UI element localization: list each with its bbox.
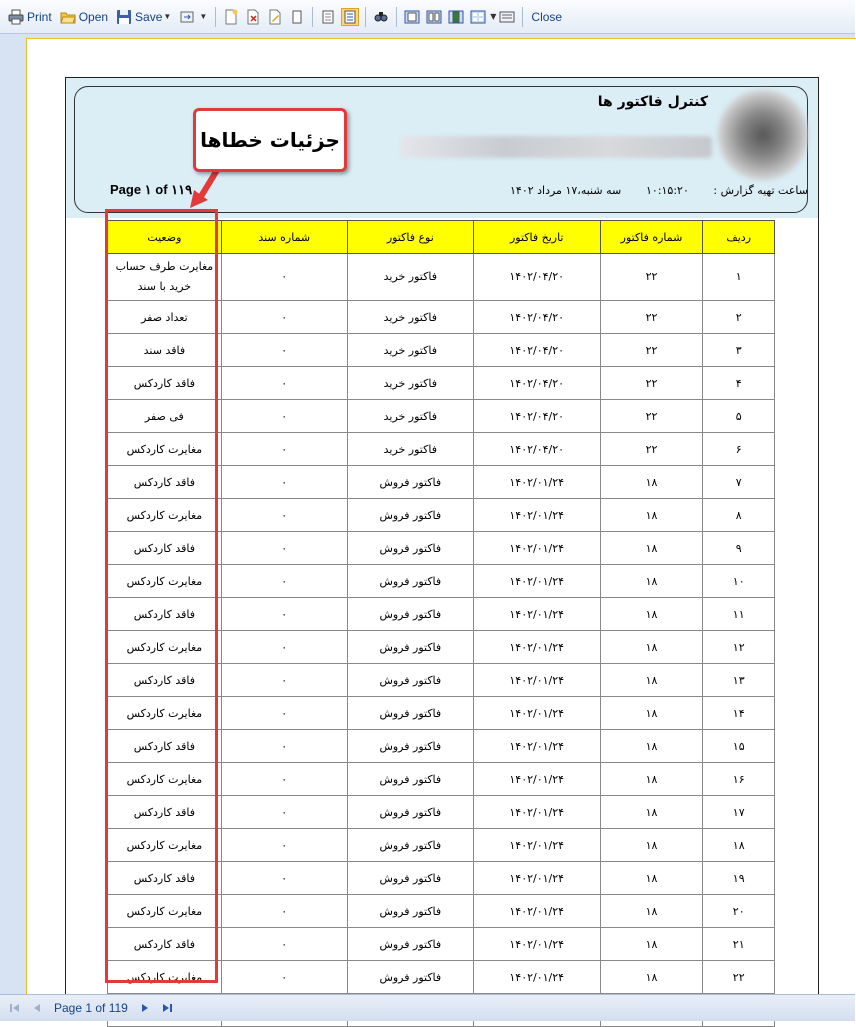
- cell-invoice-type: فاکتور خرید: [347, 301, 473, 334]
- close-button[interactable]: [527, 6, 566, 28]
- open-button[interactable]: [56, 6, 112, 28]
- cell-invoice-date: ۱۴۰۲/۰۴/۲۰: [473, 400, 600, 433]
- report-time: ۱۰:۱۵:۲۰: [646, 184, 689, 197]
- table-row: [108, 532, 775, 565]
- cell-document-number: ۰: [221, 598, 347, 631]
- cell-row-number: ۱۹: [703, 862, 775, 895]
- view-continuous-icon[interactable]: [448, 9, 464, 25]
- invoice-errors-table: [107, 220, 775, 1027]
- cell-invoice-date: ۱۴۰۲/۰۱/۲۴: [473, 763, 600, 796]
- cell-status: تعداد صفر: [108, 301, 222, 334]
- cell-invoice-date: ۱۴۰۲/۰۱/۲۴: [473, 928, 600, 961]
- cell-status: فاقد کاردکس: [108, 598, 222, 631]
- table-row: [108, 565, 775, 598]
- cell-invoice-type: فاکتور فروش: [347, 730, 473, 763]
- status-bar: [0, 994, 855, 1021]
- table-row: [108, 730, 775, 763]
- cell-invoice-number: ۱۸: [600, 697, 703, 730]
- single-page-icon[interactable]: [289, 9, 305, 25]
- cell-invoice-number: ۱۸: [600, 631, 703, 664]
- cell-row-number: ۱: [703, 254, 775, 301]
- cell-document-number: ۰: [221, 499, 347, 532]
- cell-invoice-date: ۱۴۰۲/۰۱/۲۴: [473, 598, 600, 631]
- last-page-button[interactable]: [158, 999, 176, 1017]
- cell-row-number: ۱۳: [703, 664, 775, 697]
- cell-invoice-number: ۱۸: [600, 499, 703, 532]
- cell-invoice-number: ۱۸: [600, 565, 703, 598]
- cell-document-number: ۰: [221, 466, 347, 499]
- table-row: [108, 928, 775, 961]
- cell-invoice-date: ۱۴۰۲/۰۱/۲۴: [473, 466, 600, 499]
- cell-invoice-type: فاکتور فروش: [347, 961, 473, 994]
- cell-invoice-number: ۲۲: [600, 367, 703, 400]
- cell-document-number: ۰: [221, 631, 347, 664]
- table-row: [108, 862, 775, 895]
- cell-invoice-number: ۱۸: [600, 466, 703, 499]
- previous-page-icon: [31, 1002, 43, 1014]
- page-setup-icon[interactable]: [499, 9, 515, 25]
- cell-row-number: ۵: [703, 400, 775, 433]
- cell-invoice-number: ۲۲: [600, 433, 703, 466]
- cell-invoice-type: فاکتور فروش: [347, 664, 473, 697]
- cell-invoice-date: ۱۴۰۲/۰۱/۲۴: [473, 796, 600, 829]
- cell-status: فی صفر: [108, 400, 222, 433]
- cell-status: فاقد کاردکس: [108, 796, 222, 829]
- cell-status: مغایرت کاردکس: [108, 499, 222, 532]
- cell-invoice-date: ۱۴۰۲/۰۱/۲۴: [473, 631, 600, 664]
- cell-invoice-type: فاکتور فروش: [347, 466, 473, 499]
- cell-row-number: ۲۰: [703, 895, 775, 928]
- cell-document-number: ۰: [221, 796, 347, 829]
- cell-invoice-type: فاکتور خرید: [347, 400, 473, 433]
- report-page: [26, 38, 856, 999]
- cell-status: فاقد کاردکس: [108, 862, 222, 895]
- close-label: Close: [531, 9, 563, 24]
- cell-document-number: ۰: [221, 254, 347, 301]
- cell-invoice-type: فاکتور خرید: [347, 367, 473, 400]
- table-row: [108, 367, 775, 400]
- cell-row-number: ۱۵: [703, 730, 775, 763]
- toolbar-separator: [215, 7, 216, 27]
- cell-row-number: ۹: [703, 532, 775, 565]
- last-page-icon: [161, 1002, 173, 1014]
- cell-invoice-date: ۱۴۰۲/۰۴/۲۰: [473, 433, 600, 466]
- cell-row-number: ۱۸: [703, 829, 775, 862]
- cell-status: فاقد کاردکس: [108, 367, 222, 400]
- cell-invoice-type: فاکتور فروش: [347, 829, 473, 862]
- cell-status: فاقد سند: [108, 334, 222, 367]
- cell-invoice-type: فاکتور فروش: [347, 895, 473, 928]
- new-page-icon[interactable]: [223, 9, 239, 25]
- cell-invoice-number: ۱۸: [600, 664, 703, 697]
- cell-invoice-number: ۱۸: [600, 829, 703, 862]
- cell-invoice-date: ۱۴۰۲/۰۱/۲۴: [473, 532, 600, 565]
- cell-document-number: ۰: [221, 433, 347, 466]
- open-label: Open: [78, 9, 109, 24]
- cell-invoice-type: فاکتور فروش: [347, 697, 473, 730]
- cell-row-number: ۲۲: [703, 961, 775, 994]
- table-body: [108, 254, 775, 1027]
- cell-invoice-number: ۲۲: [600, 334, 703, 367]
- cell-document-number: ۰: [221, 400, 347, 433]
- print-button[interactable]: [4, 6, 56, 28]
- cell-status: فاقد کاردکس: [108, 466, 222, 499]
- cell-status: فاقد کاردکس: [108, 730, 222, 763]
- col-header-invoice-number: شماره فاکتور: [600, 221, 703, 254]
- view-two-pages-icon[interactable]: [426, 9, 442, 25]
- cell-document-number: ۰: [221, 697, 347, 730]
- table-row: [108, 433, 775, 466]
- cell-invoice-type: فاکتور خرید: [347, 254, 473, 301]
- table-row: [108, 301, 775, 334]
- toolbar-separator: [522, 7, 523, 27]
- cell-invoice-type: فاکتور خرید: [347, 334, 473, 367]
- cell-row-number: ۳: [703, 334, 775, 367]
- cell-invoice-type: فاکتور فروش: [347, 565, 473, 598]
- next-page-icon: [139, 1002, 151, 1014]
- table-row: [108, 631, 775, 664]
- cell-invoice-type: فاکتور فروش: [347, 598, 473, 631]
- table-header-row: [108, 221, 775, 254]
- print-label: Print: [27, 9, 52, 24]
- cell-invoice-date: ۱۴۰۲/۰۱/۲۴: [473, 730, 600, 763]
- cell-document-number: ۰: [221, 664, 347, 697]
- cell-row-number: ۱۱: [703, 598, 775, 631]
- cell-status: مغایرت کاردکس: [108, 631, 222, 664]
- cell-invoice-number: ۱۸: [600, 796, 703, 829]
- page-status: Page 1 of 119: [54, 1001, 128, 1015]
- delete-page-icon[interactable]: [245, 9, 261, 25]
- table-row: [108, 598, 775, 631]
- error-details-callout: جزئیات خطاها: [193, 108, 347, 172]
- company-name-redacted: [400, 136, 712, 158]
- cell-invoice-type: فاکتور فروش: [347, 796, 473, 829]
- cell-invoice-number: ۲۲: [600, 254, 703, 301]
- cell-row-number: ۱۲: [703, 631, 775, 664]
- view-mode-dropdown-icon[interactable]: ▼: [490, 12, 497, 21]
- report-header: [66, 78, 818, 218]
- cell-document-number: ۰: [221, 928, 347, 961]
- find-icon[interactable]: [373, 9, 389, 25]
- cell-status: فاقد کاردکس: [108, 928, 222, 961]
- col-header-invoice-date: تاریخ فاکتور: [473, 221, 600, 254]
- cell-invoice-date: ۱۴۰۲/۰۱/۲۴: [473, 829, 600, 862]
- cell-invoice-type: فاکتور فروش: [347, 928, 473, 961]
- cell-invoice-number: ۱۸: [600, 763, 703, 796]
- cell-invoice-date: ۱۴۰۲/۰۴/۲۰: [473, 254, 600, 301]
- cell-row-number: ۲۱: [703, 928, 775, 961]
- table-row: [108, 334, 775, 367]
- view-one-page-icon[interactable]: [404, 9, 420, 25]
- cell-invoice-number: ۱۸: [600, 862, 703, 895]
- cell-row-number: ۱۷: [703, 796, 775, 829]
- cell-document-number: ۰: [221, 334, 347, 367]
- cell-invoice-number: ۱۸: [600, 895, 703, 928]
- folder-open-icon: [60, 9, 76, 25]
- cell-invoice-type: فاکتور فروش: [347, 631, 473, 664]
- cell-status: فاقد کاردکس: [108, 532, 222, 565]
- table-row: [108, 254, 775, 301]
- table-row: [108, 796, 775, 829]
- cell-status: مغایرت کاردکس: [108, 961, 222, 994]
- export-icon: [179, 9, 195, 25]
- report-viewport[interactable]: [0, 34, 855, 994]
- cell-document-number: ۰: [221, 301, 347, 334]
- cell-invoice-date: ۱۴۰۲/۰۱/۲۴: [473, 664, 600, 697]
- cell-invoice-date: ۱۴۰۲/۰۴/۲۰: [473, 301, 600, 334]
- cell-invoice-type: فاکتور فروش: [347, 862, 473, 895]
- table-row: [108, 400, 775, 433]
- cell-document-number: ۰: [221, 862, 347, 895]
- cell-invoice-number: ۲۲: [600, 301, 703, 334]
- report-title: کنترل فاکتور ها: [597, 94, 708, 110]
- cell-status: مغایرت طرف حساب خرید با سند: [108, 254, 222, 301]
- cell-invoice-number: ۱۸: [600, 532, 703, 565]
- cell-invoice-number: ۱۸: [600, 928, 703, 961]
- table-row: [108, 697, 775, 730]
- table-row: [108, 829, 775, 862]
- view-multiple-pages-icon[interactable]: [470, 9, 486, 25]
- cell-row-number: ۱۴: [703, 697, 775, 730]
- cell-document-number: ۰: [221, 763, 347, 796]
- table-row: [108, 499, 775, 532]
- cell-invoice-date: ۱۴۰۲/۰۱/۲۴: [473, 565, 600, 598]
- cell-document-number: ۰: [221, 532, 347, 565]
- cell-row-number: ۱۰: [703, 565, 775, 598]
- cell-row-number: ۱۶: [703, 763, 775, 796]
- table-row: [108, 664, 775, 697]
- save-button[interactable]: [112, 6, 175, 28]
- col-header-row-number: ردیف: [703, 221, 775, 254]
- next-page-button[interactable]: [136, 999, 154, 1017]
- table-row: [108, 895, 775, 928]
- report-page-content: [65, 77, 819, 1009]
- printer-icon: [8, 9, 24, 25]
- cell-invoice-number: ۱۸: [600, 730, 703, 763]
- cell-status: مغایرت کاردکس: [108, 433, 222, 466]
- save-label: Save: [135, 9, 163, 24]
- cell-invoice-type: فاکتور فروش: [347, 532, 473, 565]
- cell-invoice-date: ۱۴۰۲/۰۱/۲۴: [473, 895, 600, 928]
- cell-invoice-type: فاکتور خرید: [347, 433, 473, 466]
- export-dropdown-icon[interactable]: ▼: [199, 12, 208, 21]
- toolbar: [0, 0, 855, 34]
- previous-page-button[interactable]: [28, 999, 46, 1017]
- save-dropdown-icon[interactable]: ▼: [163, 12, 172, 21]
- cell-document-number: ۰: [221, 961, 347, 994]
- first-page-button[interactable]: [6, 999, 24, 1017]
- cell-status: مغایرت کاردکس: [108, 565, 222, 598]
- edit-page-icon[interactable]: [267, 9, 283, 25]
- cell-document-number: ۰: [221, 565, 347, 598]
- cell-document-number: ۰: [221, 730, 347, 763]
- cell-invoice-number: ۱۸: [600, 598, 703, 631]
- cell-document-number: ۰: [221, 829, 347, 862]
- cell-row-number: ۴: [703, 367, 775, 400]
- cell-status: فاقد کاردکس: [108, 664, 222, 697]
- cell-status: مغایرت کاردکس: [108, 697, 222, 730]
- cell-document-number: ۰: [221, 895, 347, 928]
- company-logo: [718, 90, 808, 180]
- report-date: سه شنبه،۱۷ مرداد ۱۴۰۲: [510, 184, 622, 197]
- cell-invoice-date: ۱۴۰۲/۰۱/۲۴: [473, 499, 600, 532]
- cell-row-number: ۷: [703, 466, 775, 499]
- cell-row-number: ۶: [703, 433, 775, 466]
- cell-status: مغایرت کاردکس: [108, 895, 222, 928]
- cell-invoice-date: ۱۴۰۲/۰۴/۲۰: [473, 334, 600, 367]
- floppy-disk-icon: [116, 9, 132, 25]
- toolbar-separator: [396, 7, 397, 27]
- cell-invoice-date: ۱۴۰۲/۰۱/۲۴: [473, 961, 600, 994]
- page-width-icon[interactable]: [320, 9, 336, 25]
- col-header-document-number: شماره سند: [221, 221, 347, 254]
- cell-invoice-type: فاکتور فروش: [347, 763, 473, 796]
- cell-document-number: ۰: [221, 367, 347, 400]
- cell-invoice-number: ۱۸: [600, 961, 703, 994]
- whole-page-icon[interactable]: [342, 9, 358, 25]
- page-number-label: Page ۱ of ۱۱۹: [110, 182, 193, 197]
- cell-row-number: ۲: [703, 301, 775, 334]
- table-row: [108, 961, 775, 994]
- table-row: [108, 763, 775, 796]
- table-row: [108, 466, 775, 499]
- toolbar-separator: [365, 7, 366, 27]
- cell-row-number: ۸: [703, 499, 775, 532]
- cell-invoice-number: ۲۲: [600, 400, 703, 433]
- cell-invoice-date: ۱۴۰۲/۰۱/۲۴: [473, 697, 600, 730]
- report-time-label: ساعت تهیه گزارش :: [713, 184, 808, 197]
- toolbar-separator: [312, 7, 313, 27]
- col-header-invoice-type: نوع فاکتور: [347, 221, 473, 254]
- cell-status: مغایرت کاردکس: [108, 829, 222, 862]
- cell-status: مغایرت کاردکس: [108, 763, 222, 796]
- cell-invoice-date: ۱۴۰۲/۰۱/۲۴: [473, 862, 600, 895]
- first-page-icon: [9, 1002, 21, 1014]
- cell-invoice-type: فاکتور فروش: [347, 499, 473, 532]
- export-button[interactable]: [175, 6, 211, 28]
- cell-invoice-date: ۱۴۰۲/۰۴/۲۰: [473, 367, 600, 400]
- col-header-status: وضعیت: [108, 221, 222, 254]
